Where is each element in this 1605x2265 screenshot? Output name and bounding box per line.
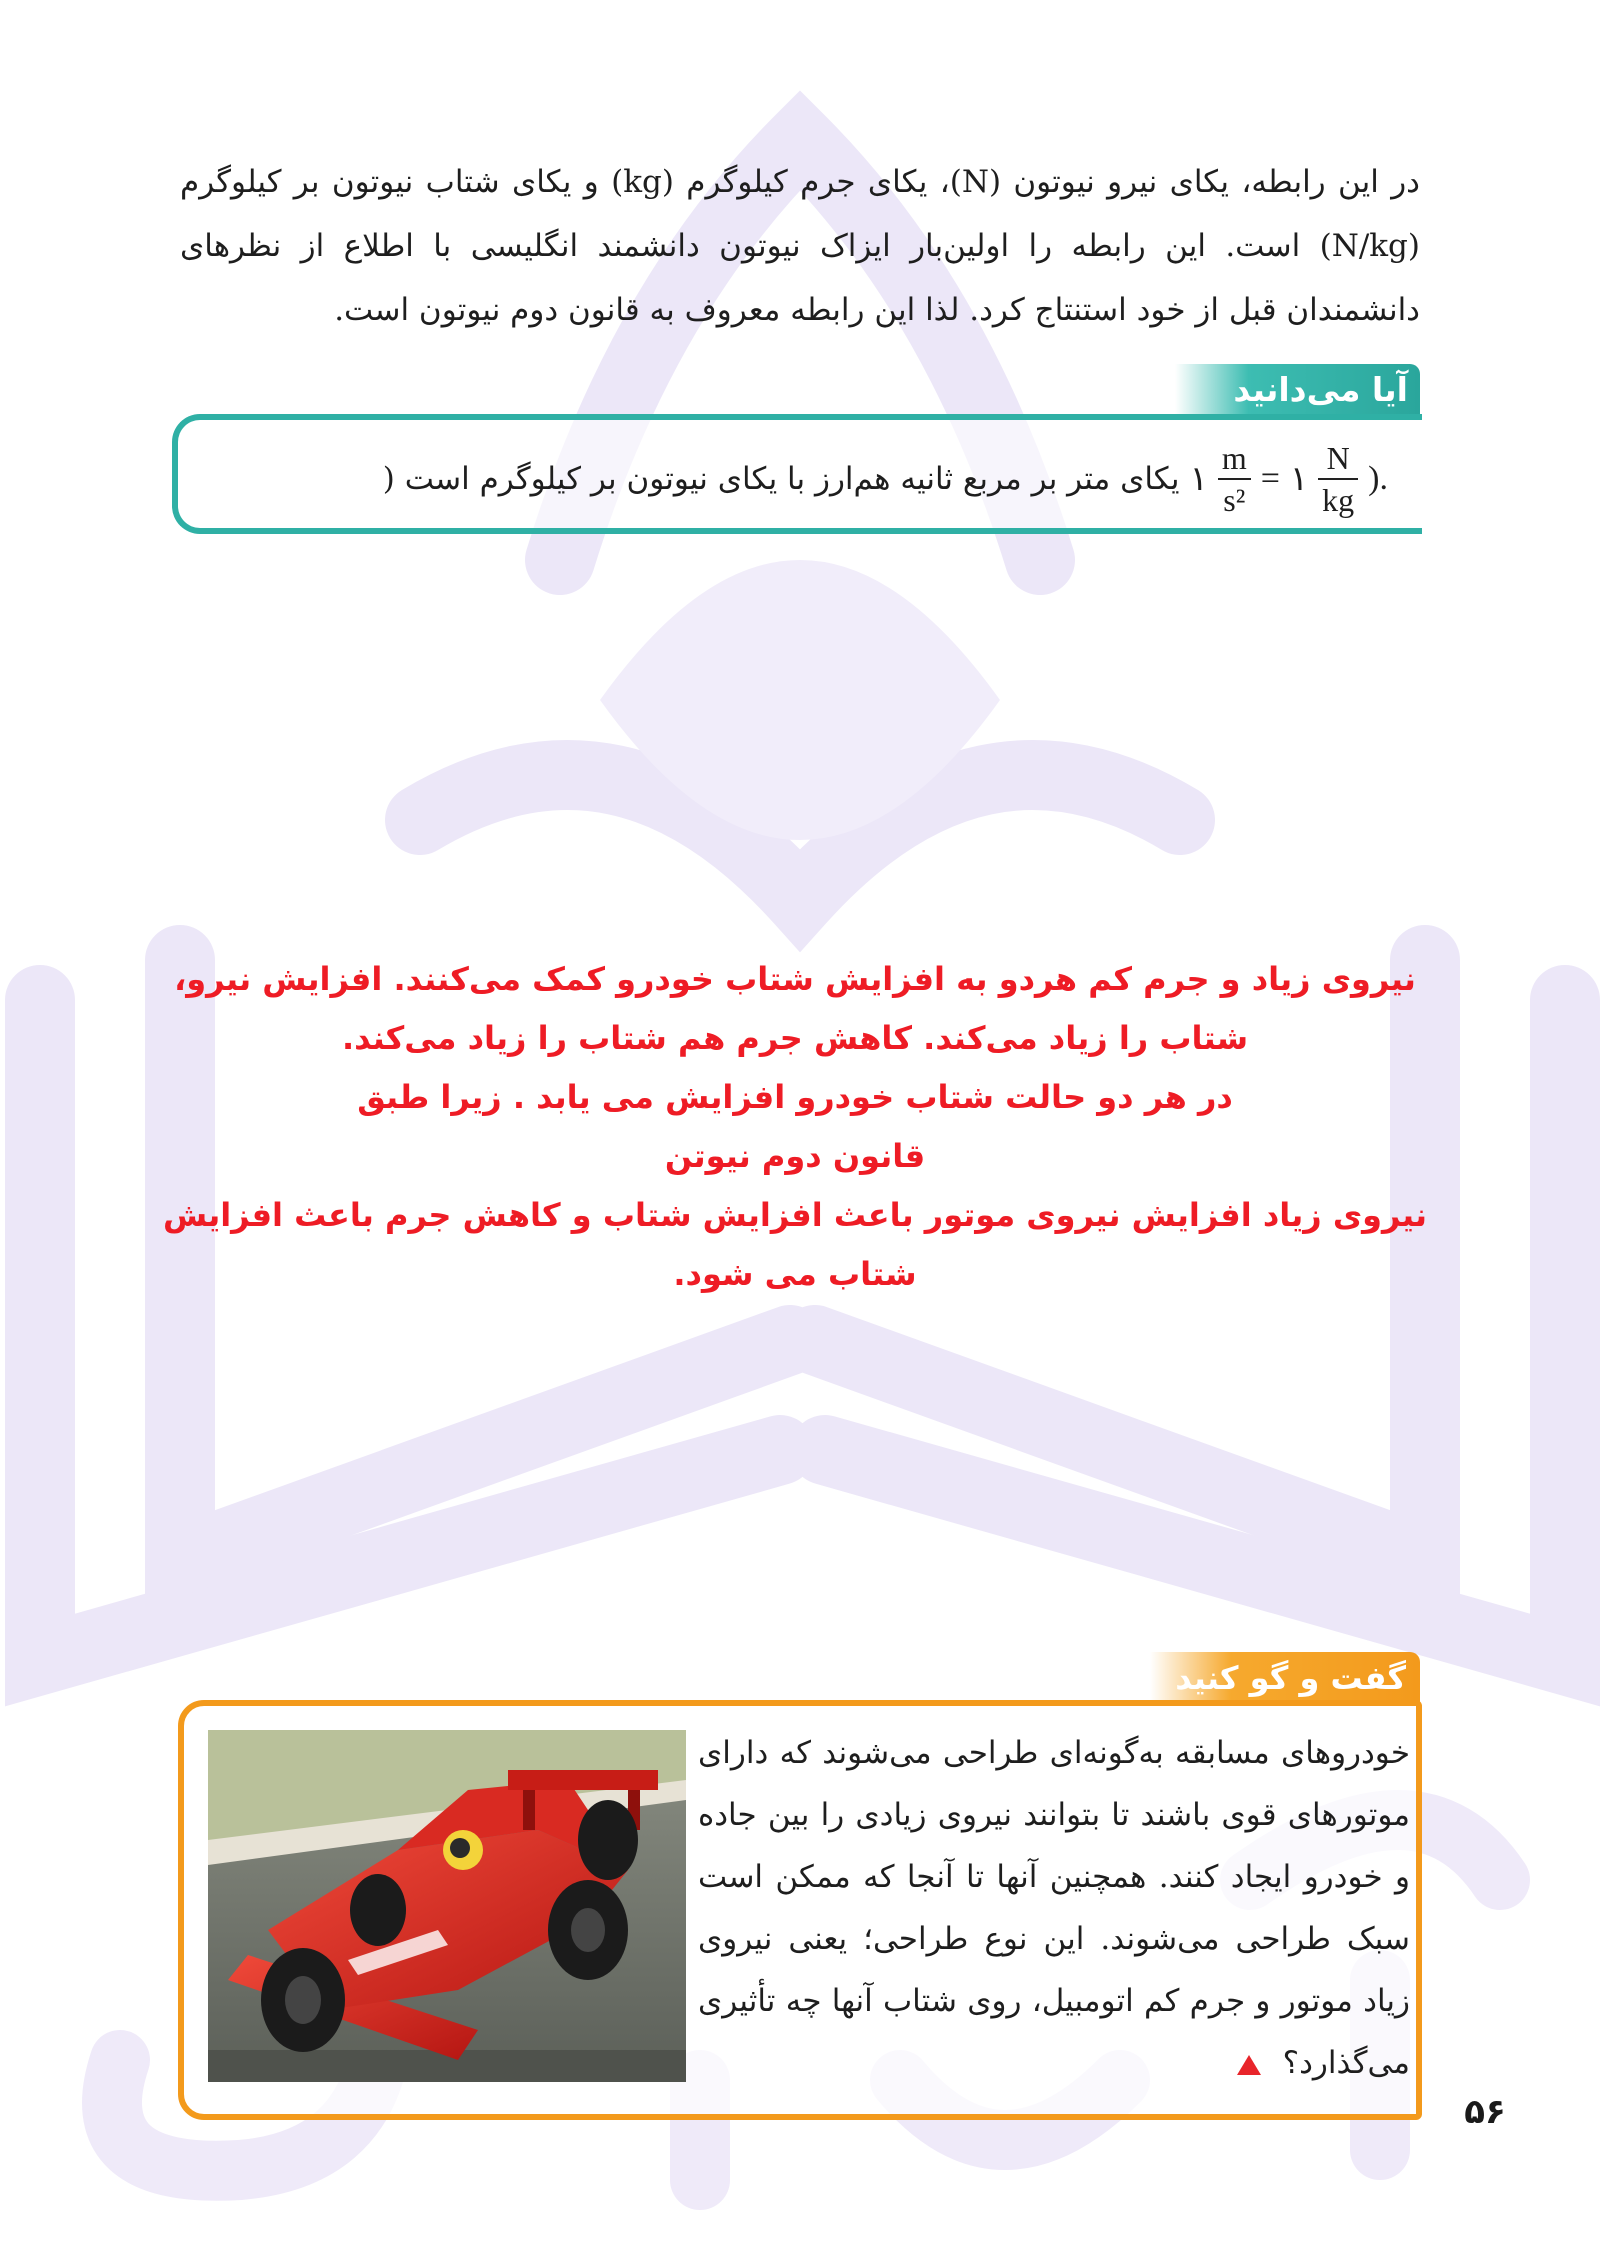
fraction-right-numerator: N xyxy=(1326,440,1350,476)
fraction-left-bar xyxy=(1218,478,1251,480)
discuss-question xyxy=(698,1722,1410,2094)
answer-line: در هر دو حالت شتاب خودرو افزایش می یابد . زیرا طبق xyxy=(357,1078,1233,1116)
equals-sign: = xyxy=(1260,460,1280,497)
coef-left: ۱ xyxy=(1189,461,1208,498)
did-you-know-title: آیا می‌دانید xyxy=(1175,364,1420,416)
discuss-question-text: خودروهای مسابقه به‌گونه‌ای طراحی می‌شوند که دارای موتورهای قوی باشند تا بتوانند نیروی زیادی را بین جاده و خودرو ایجاد کنند. همچنین آنها تا آنجا که ممکن است سبک طراحی می‌شوند. این نوع طراحی؛ یعنی نیروی زیاد موتور و جرم کم اتومبیل، روی شتاب آنها چه تأثیری می‌گذارد؟ xyxy=(698,1735,1410,2081)
fraction-left-denominator: s² xyxy=(1223,482,1246,518)
answer-block xyxy=(160,950,1430,1304)
race-car-photo xyxy=(208,1730,686,2082)
triangle-icon xyxy=(1237,2055,1261,2075)
intro-text: در این رابطه، یکای نیرو نیوتون (N)، یکای جرم کیلوگرم (kg) و یکای شتاب نیوتون بر کیلوگرم (N/kg) است. این رابطه را اولین‌بار ایزاک نیوتون دانشمند انگلیسی با اطلاع از نظرهای دانشمندان قبل از خود استنتاج کرد. لذا این رابطه معروف به قانون دوم نیوتون است. xyxy=(180,164,1420,328)
fraction-m-over-s2 xyxy=(1218,440,1251,518)
answer-line: نیروی زیاد و جرم کم هردو به افزایش شتاب خودرو کمک می‌کنند. افزایش نیرو، شتاب را زیاد می‌کند. کاهش جرم هم شتاب را زیاد می‌کند. xyxy=(174,960,1416,1057)
answer-line: قانون دوم نیوتن xyxy=(664,1137,926,1175)
fraction-right-bar xyxy=(1318,478,1358,480)
discuss-title: گفت و گو کنید xyxy=(1150,1652,1420,1704)
race-car-illustration xyxy=(208,1730,686,2082)
answer-line: نیروی زیاد افزایش نیروی موتور باعث افزایش شتاب و کاهش جرم باعث افزایش شتاب می شود. xyxy=(162,1196,1428,1293)
did-you-know-text: یکای متر بر مربع ثانیه هم‌ارز با یکای نیوتون بر کیلوگرم است ( xyxy=(382,461,1180,497)
closing-paren: ). xyxy=(1368,460,1388,497)
did-you-know-box xyxy=(172,414,1422,534)
coef-right: ۱ xyxy=(1289,461,1309,498)
fraction-right-denominator: kg xyxy=(1322,482,1355,518)
did-you-know-formula-line xyxy=(383,440,1388,518)
page-number: ۵۶ xyxy=(1464,2092,1506,2132)
fraction-left-numerator: m xyxy=(1221,440,1247,476)
fraction-n-over-kg xyxy=(1318,440,1358,518)
intro-paragraph xyxy=(180,150,1420,342)
